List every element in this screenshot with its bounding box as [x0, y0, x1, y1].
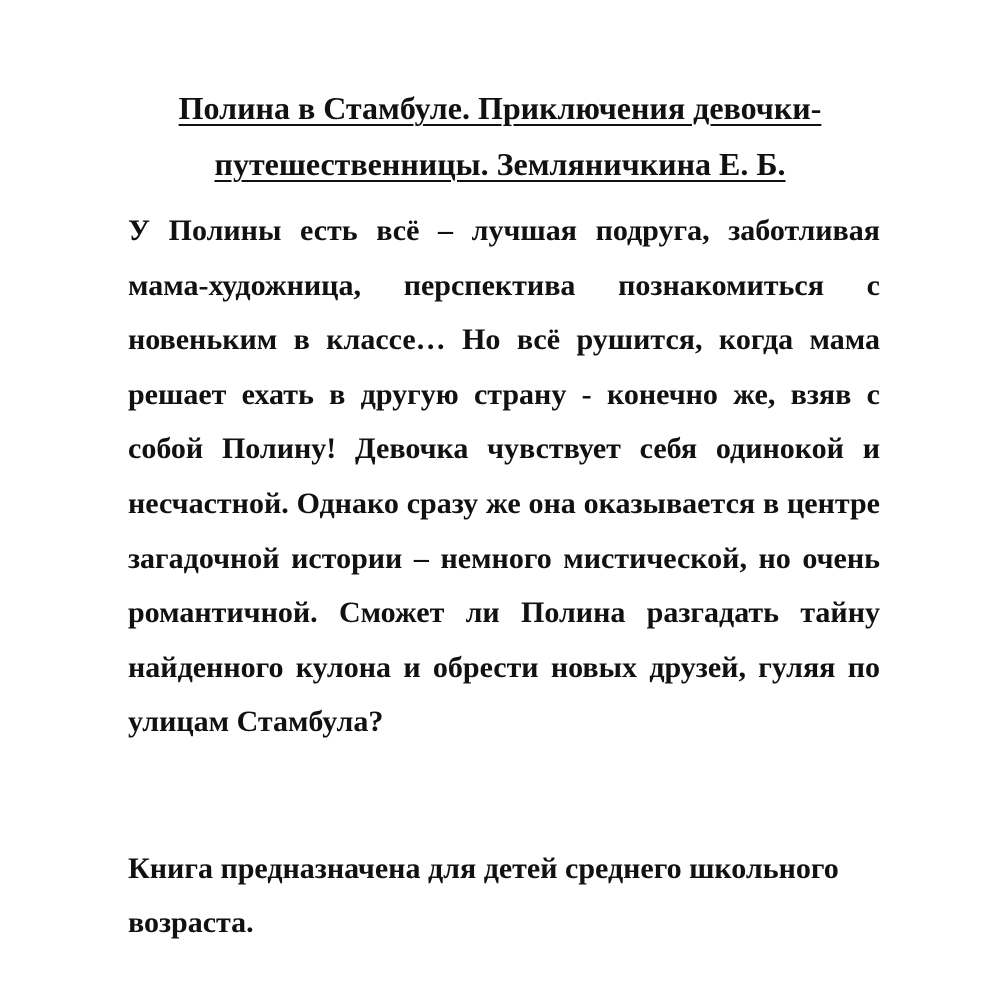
book-title: Полина в Стамбуле. Приключения девочки-путешественницы. Земляничкина Е. Б.: [178, 90, 822, 182]
book-description: У Полины есть всё – лучшая подруга, заботливая мама-художница, перспектива познакомиться с новеньким в классе… Но всё рушится, когда мама решает ехать в другую страну - конечно же, взяв с собой Полину! Девочка чувствует себя одинокой и несчастной. Однако сразу же она оказывается в центре загадочной истории – немного мистической, но очень романтичной. Сможет ли Полина разгадать тайну найденного кулона и обрести новых друзей, гуляя по улицам Стамбула?: [128, 214, 880, 739]
audience-note: Книга предназначена для детей среднего школьного возраста.: [128, 852, 839, 939]
